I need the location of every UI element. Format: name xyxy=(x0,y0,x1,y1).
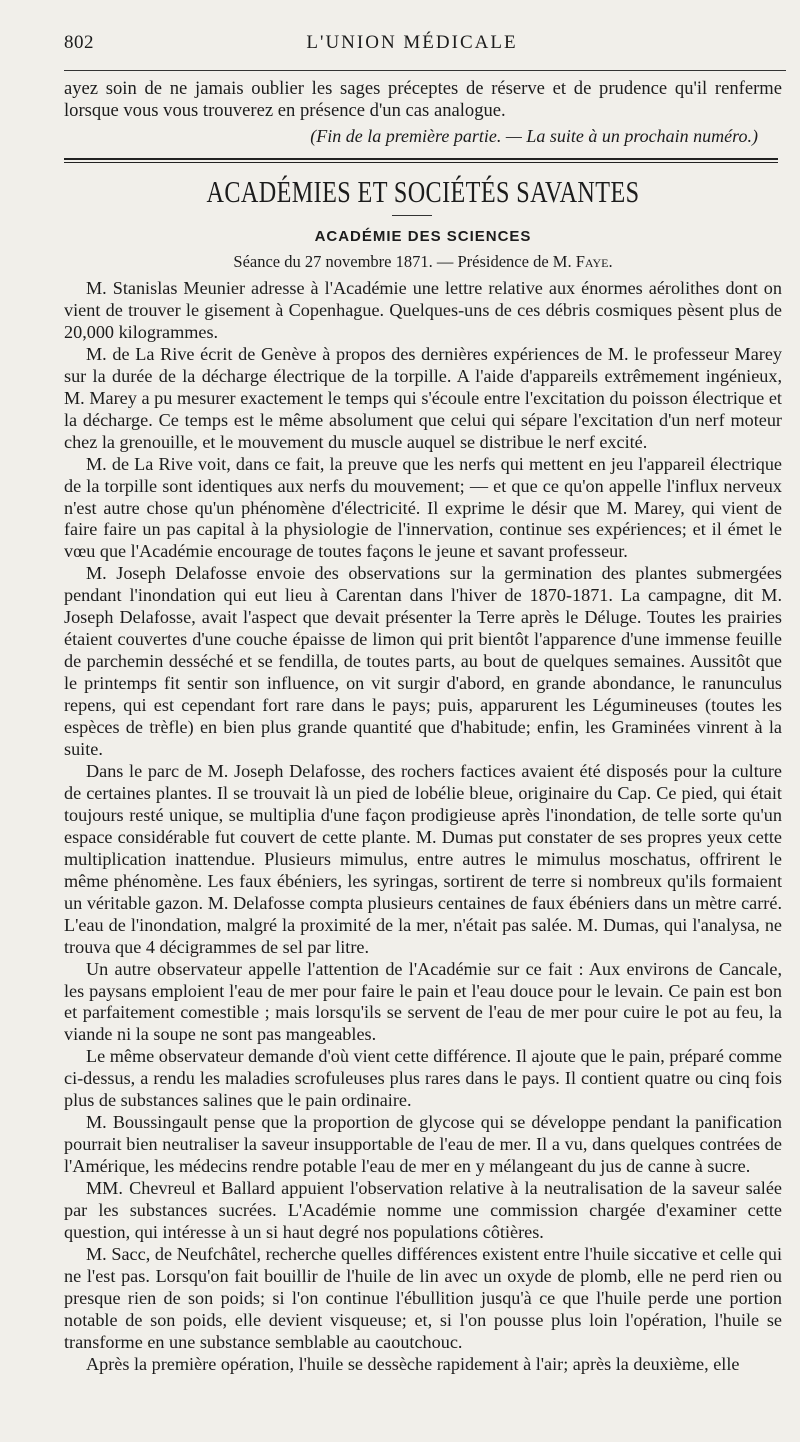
paragraph: M. Stanislas Meunier adresse à l'Académie une lettre relative aux énormes aérolithes dont on vient de trouver le gisement à Copenhague. Quelques-uns de ces débris cosmiques pèsent plus de 20,000 kilogrammes. xyxy=(64,278,782,342)
paragraph: M. Joseph Delafosse envoie des observations sur la germination des plantes submergées pendant l'inondation qui eut lieu à Carentan dans l'hiver de 1870-1871. La campagne, dit M. Joseph Delafosse, avait l'aspect que devait présenter la Terre après le Déluge. Toutes les prairies étaient couvertes d'une couche épaisse de limon qui prit bientôt l'apparence d'une immense feuille de parchemin desséché et se fendilla, de toutes parts, au bout de quelques semaines. Aussitôt que le printemps fit sentir son influence, on vit surgir d'abord, en grande abondance, le ranunculus repens, qui est cependant fort rare dans le pays; puis, apparurent les Légumineuses (toutes les espèces de trèfle) en bien plus grande quantité que d'habitude; enfin, les Graminées vinrent à la suite. xyxy=(64,563,782,760)
section-title: ACADÉMIES ET SOCIÉTÉS SAVANTES xyxy=(206,174,640,209)
title-rule xyxy=(392,215,432,216)
section-divider xyxy=(64,158,778,160)
session-president: Faye. xyxy=(575,252,613,271)
intro-block xyxy=(64,78,782,147)
session-date: Séance du 27 novembre 1871. — Présidence de M. xyxy=(233,252,572,271)
session-line xyxy=(64,252,782,272)
paragraph: M. de La Rive écrit de Genève à propos des dernières expériences de M. le professeur Marey sur la durée de la décharge électrique de la torpille. A l'aide d'appareils extrêmement ingénieux, M. Marey a pu mesurer exactement le temps qui s'écoule entre l'excitation du poisson électrique et la décharge. Ce temps est le même absolument que celui qui sépare l'excitation d'un nerf moteur chez la grenouille, et le mouvement du muscle auquel se distribue le nerf excité. xyxy=(64,343,782,452)
page-header xyxy=(64,28,760,62)
journal-title: L'UNION MÉDICALE xyxy=(306,32,518,53)
paragraph: Le même observateur demande d'où vient cette différence. Il ajoute que le pain, préparé comme ci-dessus, a rendu les maladies scrofuleuses plus rares dans le pays. Il contient quatre ou cinq fois plus de substances salines que le pain ordinaire. xyxy=(64,1046,782,1111)
header-rule xyxy=(64,70,786,71)
page-number: 802 xyxy=(64,32,94,53)
paragraph: Un autre observateur appelle l'attention de l'Académie sur ce fait : Aux environs de Cancale, les paysans emploient l'eau de mer pour faire le pain et l'eau douce pour le levain. Ce pain est bon et parfaitement comestible ; mais lorsqu'ils se servent de l'eau de mer pour cuire le pot au feu, la viande ni la soupe ne sont pas mangeables. xyxy=(64,958,782,1045)
paragraph: M. Boussingault pense que la proportion de glycose qui se développe pendant la panification pourrait bien neutraliser la saveur insupportable de l'eau de mer. Il a vu, dans quelques contrées de l'Amérique, les médecins rendre potable l'eau de mer en y mélangeant du jus de canne à sucre. xyxy=(64,1112,782,1177)
section-divider-thin xyxy=(64,162,778,163)
paragraph: MM. Chevreul et Ballard appuient l'observation relative à la neutralisation de la saveur salée par les substances sucrées. L'Académie nomme une commission chargée d'examiner cette question, qui intéresse à un si haut degré nos populations côtières. xyxy=(64,1178,782,1242)
paragraph: Dans le parc de M. Joseph Delafosse, des rochers factices avaient été disposés pour la culture de certaines plantes. Il se trouvait là un pied de lobélie bleue, originaire du Cap. Ce pied, qui était toujours resté unique, se multiplia d'une façon prodigieuse après l'inondation, de telle sorte qu'un espace considérable fut couvert de cette plante. M. Dumas put constater de ses propres yeux cette multiplication inattendue. Plusieurs mimulus, entre autres le mimulus moschatus, offrirent le même phénomène. Les faux ébéniers, les syringas, sortirent de terre si nombreux qu'ils formaient un véritable gazon. M. Delafosse compta plusieurs centaines de faux ébéniers dans un mètre carré. L'eau de l'inondation, malgré la proximité de la mer, n'était pas salée. M. Dumas, qui l'analysa, ne trouva que 4 décigrammes de sel par litre. xyxy=(64,760,782,957)
continuation-note: (Fin de la première partie. — La suite à un prochain numéro.) xyxy=(310,125,758,146)
section-subtitle: ACADÉMIE DES SCIENCES xyxy=(314,228,532,245)
paragraph: Après la première opération, l'huile se dessèche rapidement à l'air; après la deuxième, elle xyxy=(86,1353,740,1374)
paragraph: M. de La Rive voit, dans ce fait, la preuve que les nerfs qui mettent en jeu l'appareil électrique de la torpille sont identiques aux nerfs du mouvement; — et que ce qu'on appelle l'influx nerveux n'est autre chose qu'un phénomène d'électricité. Il exprime le désir que M. Marey, qui vient de faire faire un pas capital à la physiologie de l'innervation, continue ses expériences; et il émet le vœu que l'Académie encourage de toutes façons le jeune et savant professeur. xyxy=(64,453,782,562)
paragraph: M. Sacc, de Neufchâtel, recherche quelles différences existent entre l'huile siccative et celle qui ne l'est pas. Lorsqu'on fait bouillir de l'huile de lin avec un oxyde de plomb, elle ne perd rien ou presque rien de son poids; si l'on continue l'ébullition jusqu'à ce que l'huile perde une portion notable de son poids, elle devient visqueuse; et, si l'on pousse plus loin l'opération, l'huile se transforme en une substance semblable au caoutchouc. xyxy=(64,1243,782,1352)
article-body xyxy=(64,278,782,1376)
intro-paragraph: ayez soin de ne jamais oublier les sages préceptes de réserve et de prudence qu'il renferme lorsque vous vous trouverez en présence d'un cas analogue. xyxy=(64,78,782,122)
